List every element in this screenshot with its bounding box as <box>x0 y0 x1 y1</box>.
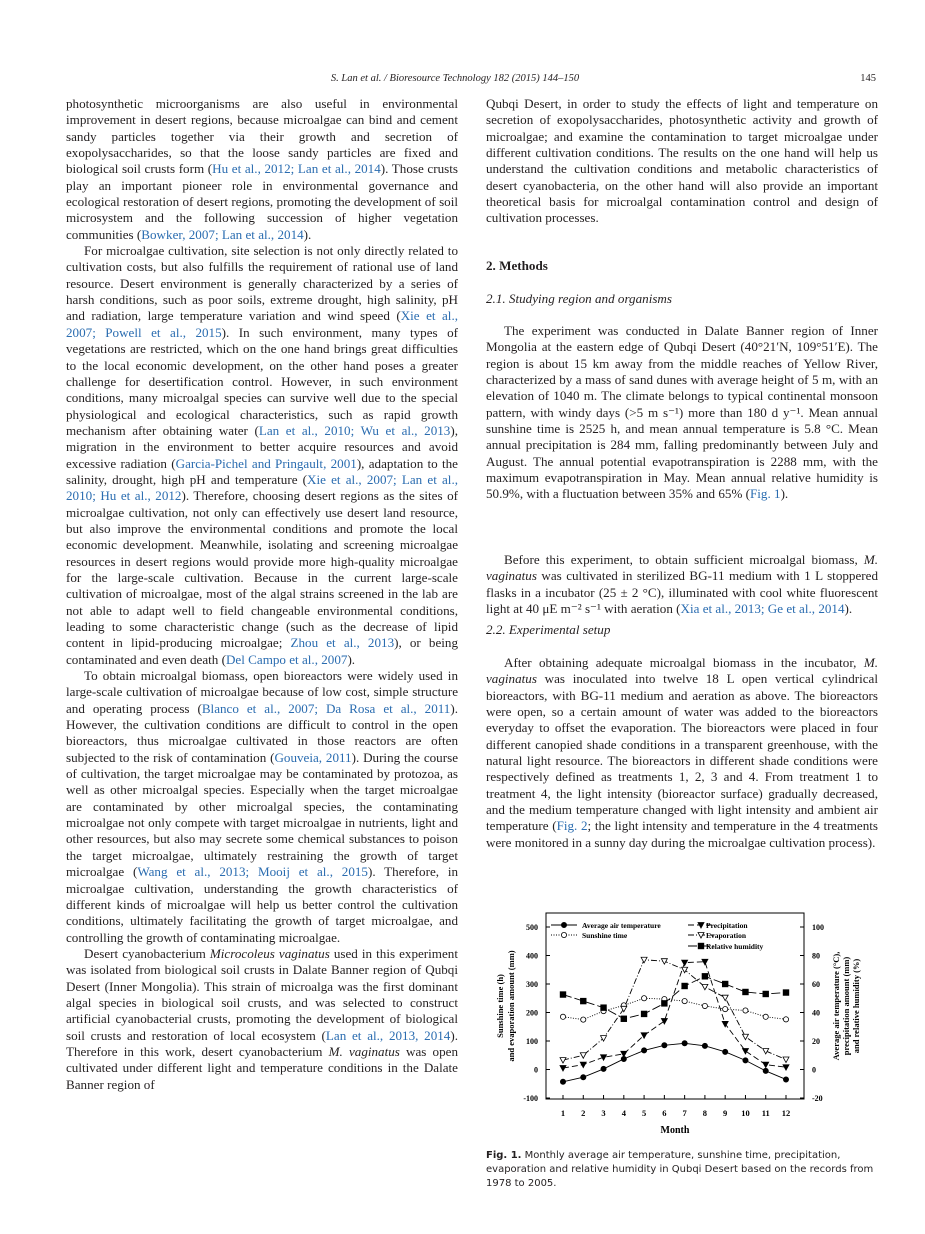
average-air-temperature-point <box>783 1077 788 1082</box>
text-run: ). However, the cultivation conditions are difficult to control in the open bioreactors, thus microalgae cultivated in those reactors are often subjected to the risk of contamination ( <box>66 700 458 765</box>
x-tick-label: 9 <box>723 1108 728 1118</box>
relative-humidity-point <box>783 990 788 995</box>
citation-link[interactable]: Zhou et al., 2013 <box>290 635 395 651</box>
text-run: was inoculated into twelve 18 L open vertical cylindrical bioreactors, with BG-11 medium and aeration as above. The bioreactors were open, so a certain amount of water was added to the bioreactors everyday to offset the evaporation. The bioreactors were placed in four different canopied shade conditions in a transparent greenhouse, with the natural light resource. The bioreactors in different shade conditions were respectively defined as treatments 1, 2, 3 and 4. From treatment 1 to treatment 4, the light intensity (bioreactor surface) gradually decreased, and the medium temperature changed with light intensity and ambient air temperature ( <box>486 671 878 834</box>
sunshine-time-point <box>560 1014 565 1019</box>
subsection-heading: 2.2. Experimental setup <box>486 622 611 637</box>
evaporation-line <box>563 960 786 1060</box>
y-right-tick-label: 0 <box>812 1065 816 1075</box>
x-tick-label: 7 <box>682 1108 687 1118</box>
y-tick-label: -100 <box>523 1094 538 1103</box>
x-tick-label: 12 <box>781 1108 791 1118</box>
evaporation-point <box>702 984 708 990</box>
y-right-axis-title-line: precipitation amount (mm) <box>841 956 851 1056</box>
body-paragraph <box>66 946 458 1093</box>
y-tick-label: 300 <box>526 980 538 989</box>
text-run: ). During the course of cultivation, the target microalgae may be contaminated by protozoa, as well as other microalgal species. Especially when the target microalgae are contaminated by other microalgal species, the contaminating microalgae not only compete with target microalgae in nutrients, light and other resources, but also may secrete some chemical substances to poison the target microalgae, ultimately restraining the growth of target microalgae ( <box>66 749 459 880</box>
citation-link[interactable]: Blanco et al., 2007; Da Rosa et al., 2011 <box>201 700 451 716</box>
legend-evaporation-label: Evaporation <box>706 931 747 940</box>
x-tick-label: 5 <box>641 1108 647 1118</box>
precipitation-line <box>563 962 786 1068</box>
evaporation-point <box>763 1048 769 1054</box>
sunshine-time-point <box>702 1003 707 1008</box>
x-axis-title: Month <box>660 1125 690 1136</box>
figure-caption <box>486 1149 878 1191</box>
y-tick-label: 200 <box>526 1008 538 1018</box>
legend-sunshine-time-marker <box>561 932 566 937</box>
citation-link[interactable]: Gouveia, 2011 <box>274 749 352 765</box>
legend-sunshine-time-label: Sunshine time <box>582 931 628 940</box>
left-column <box>66 96 458 1093</box>
text-run: ). <box>844 601 853 617</box>
setup-paragraph <box>486 655 878 851</box>
citation-link[interactable]: Del Campo et al., 2007 <box>225 651 348 667</box>
text-run: was cultivated in sterilized BG-11 medium with 1 L stoppered flasks in a incubator (25 ± 2 °C), illuminated with cool white fluorescent light at 40 μE m⁻² s⁻¹ with aeration ( <box>486 568 878 617</box>
average-air-temperature-point <box>682 1041 687 1046</box>
sunshine-time-point <box>783 1017 788 1022</box>
precipitation-point <box>621 1051 627 1057</box>
relative-humidity-point <box>581 998 586 1003</box>
citation-link[interactable]: Garcia-Pichel and Pringault, 2001 <box>175 455 357 471</box>
text-run: ). <box>780 486 789 502</box>
text-run: For microalgae cultivation, site selection is not only directly related to cultivation costs, but also fulfills the requirement of rational use of land resource. Desert environment is generally characterized by a series of harsh conditions, such as poor soils, extreme drought, high salinity, pH and radiation, large temperature variation and wind speed ( <box>66 243 458 324</box>
italic-text: M. vaginatus <box>486 552 878 584</box>
average-air-temperature-point <box>662 1043 667 1048</box>
average-air-temperature-line <box>563 1043 786 1081</box>
y-right-axis-title-line: and relative humidity (%) <box>851 958 861 1054</box>
italic-text: Microcoleus vaginatus <box>209 945 330 961</box>
sunshine-time-point <box>641 996 646 1001</box>
running-header: S. Lan et al. / Bioresource Technology 182 (2015) 144–150 <box>330 73 580 84</box>
y-axis-title-line: Sunshine time (h) <box>495 974 505 1038</box>
citation-link[interactable]: Fig. 2 <box>556 818 588 834</box>
citation-link[interactable]: Xie et al., 2007; Powell et al., 2015 <box>66 308 458 340</box>
citation-link[interactable]: Hu et al., 2012; Lan et al., 2014 <box>212 161 381 177</box>
text-run: To obtain microalgal biomass, open bioreactors were widely used in large-scale cultivation of microalgae because of low cost, simple structure and operating process ( <box>66 668 458 716</box>
average-air-temperature-point <box>723 1049 728 1054</box>
precipitation-point <box>682 960 688 966</box>
precipitation-point <box>641 1033 647 1039</box>
italic-text: M. vaginatus <box>486 655 878 687</box>
body-paragraph <box>66 243 458 668</box>
sunshine-time-line <box>563 998 786 1019</box>
precipitation-point <box>560 1066 566 1072</box>
evaporation-point <box>580 1053 586 1059</box>
text-run: ), migration in the environment to better acquire resources and avoid excessive radiation ( <box>66 422 458 471</box>
legend-precipitation-label: Precipitation <box>706 921 748 930</box>
relative-humidity-point <box>722 981 727 986</box>
figure-label: Fig. 1. <box>486 1150 522 1161</box>
text-run: ). Therefore, in microalgae cultivation, understanding the growth characteristics of different kinds of microalgae will help us better control the cultivation conditions, ultimately facilitating the growth of target microalgae, and controlling the growth of contaminating microalgae. <box>66 864 459 945</box>
body-paragraph <box>486 552 878 617</box>
average-air-temperature-point <box>702 1043 707 1048</box>
y-tick-label: 100 <box>526 1037 538 1046</box>
legend-average-air-temperature-marker <box>561 922 566 927</box>
x-tick-label: 4 <box>621 1108 626 1118</box>
average-air-temperature-point <box>560 1079 565 1084</box>
body-paragraph <box>486 323 878 503</box>
text-run: ). Therefore in this work, desert cyanobacterium <box>66 1027 458 1059</box>
y-right-tick-label: 40 <box>812 1008 820 1018</box>
average-air-temperature-point <box>763 1068 768 1073</box>
relative-humidity-point <box>560 992 565 997</box>
average-air-temperature-point <box>601 1066 606 1071</box>
body-paragraph <box>486 96 878 227</box>
region-paragraph <box>486 323 878 503</box>
text-run: ), adaptation to the salinity, drought, high pH and temperature ( <box>66 455 458 487</box>
citation-link[interactable]: Wang et al., 2013; Mooij et al., 2015 <box>137 864 368 880</box>
precipitation-point <box>742 1048 748 1054</box>
x-tick-label: 6 <box>662 1108 667 1118</box>
x-tick-label: 2 <box>581 1108 586 1118</box>
citation-link[interactable]: Xia et al., 2013; Ge et al., 2014 <box>680 601 845 617</box>
relative-humidity-point <box>702 974 707 979</box>
relative-humidity-point <box>601 1005 606 1010</box>
x-tick-label: 11 <box>761 1108 770 1118</box>
precipitation-point <box>601 1055 607 1061</box>
relative-humidity-point <box>682 983 687 988</box>
text-run: ). In such environment, many types of vegetations are restricted, which on the one hand brings great difficulties to the local economic development, on the other hand poses a greater challenge for desertification control. However, in such environment conditions, many microalgal species can survive well due to the special physiological and ecological characteristics, such as rapid growth mechanism after obtaining water ( <box>66 324 458 438</box>
text-run: Qubqi Desert, in order to study the effects of light and temperature on secretion of exopolysaccharides, photosynthetic activity and growth of microalgae; and examine the contamination to target microalgae under different cultivation conditions. The results on the one hand will help us understand the cultivation conditions and metabolic characteristics of desert cyanobacteria, on the other hand will also provide an important theoretical basis for microalgal contamination control and design of cultivation processes. <box>486 96 878 226</box>
precipitation-point <box>661 1019 667 1025</box>
caption-text: Monthly average air temperature, sunshine time, precipitation, evaporation and relative humidity in Qubqi Desert based on the records from 1978 to 2005. <box>486 1150 874 1189</box>
figure-1-chart <box>480 905 880 1145</box>
text-run: ). Therefore, choosing desert regions as the sites of microalgae cultivation, not only can effectively use desert land resource, but also improve the environmental conditions and promote the local economic development. Meanwhile, isolating and screening microalgae resources in desert regions would provide more high-quality microalgae for the large-scale cultivation. Because in the current large-scale cultivation of microalgae, most of the algal strains screened in the lab are not able to adapt well to field changeable environmental conditions, leading to some characteristic change (such as the decrease of lipid content in lipid-producing microalgae; <box>66 488 458 651</box>
organism-paragraph <box>486 552 878 617</box>
y-right-tick-label: 80 <box>812 951 820 961</box>
text-run: photosynthetic microorganisms are also useful in environmental improvement in desert regions, because microalgae can bind and cement sandy particles together via their growth and secretion of exopolysaccharides, so that the loose sandy particles are fixed and biological soil crusts form ( <box>66 96 458 177</box>
text-run: After obtaining adequate microalgal biomass in the incubator, <box>504 655 864 670</box>
text-run: ), or being contaminated and even death ( <box>66 635 459 667</box>
precipitation-point <box>783 1065 789 1071</box>
relative-humidity-point <box>662 1001 667 1006</box>
subsection-heading: 2.1. Studying region and organisms <box>486 291 672 306</box>
x-tick-label: 8 <box>702 1108 708 1118</box>
average-air-temperature-point <box>743 1058 748 1063</box>
x-tick-label: 1 <box>560 1108 566 1118</box>
text-run: used in this experiment was isolated from biological soil crusts in Dalate Banner region of Qubqi Desert (Inner Mongolia). This strain of microalga was the first dominant algal species in biological soil crusts, and was selected to construct artificial cyanobacterial crusts, promoting the development of biological soil crusts and restoration of local ecosystem ( <box>66 945 458 1043</box>
y-axis-title-line: and evaporation amount (mm) <box>506 950 516 1062</box>
x-tick-label: 10 <box>741 1108 750 1118</box>
y-right-tick-label: 20 <box>812 1037 820 1046</box>
sunshine-time-point <box>723 1006 728 1011</box>
evaporation-point <box>722 995 728 1001</box>
page-number: 145 <box>860 73 876 84</box>
y-axis-title <box>495 950 516 1061</box>
y-right-tick-label: 60 <box>812 980 820 989</box>
intro-paragraph <box>486 96 878 227</box>
evaporation-point <box>742 1034 748 1040</box>
x-tick-label: 3 <box>601 1108 606 1118</box>
text-run: Before this experiment, to obtain sufficient microalgal biomass, <box>504 552 864 567</box>
relative-humidity-line <box>563 976 786 1018</box>
citation-link[interactable]: Xie et al., 2007; Lan et al., 2010; Hu et al., 2012 <box>66 471 458 504</box>
citation-link[interactable]: Lan et al., 2013, 2014 <box>325 1027 451 1043</box>
citation-link[interactable]: Lan et al., 2010; Wu et al., 2013 <box>258 422 451 438</box>
y-right-tick-label: -20 <box>812 1094 823 1103</box>
y-right-axis-title-line: Average air temperature (°C), <box>831 951 841 1061</box>
y-right-tick-label: 100 <box>812 923 824 932</box>
section-heading: 2. Methods <box>486 258 548 273</box>
citation-link[interactable]: Fig. 1 <box>750 486 781 502</box>
text-run: Desert cyanobacterium <box>84 945 210 961</box>
text-run: The experiment was conducted in Dalate Banner region of Inner Mongolia at the eastern edge of Qubqi Desert (40°21′N, 109°51′E). The region is about 15 km away from the middle reaches of Yellow River, characterized by a mass of sand dunes with average height of 5 m, with an elevation of 1040 m. The climate belongs to typical continental monsoon pattern, with windy days (>5 m s⁻¹) more than 180 d y⁻¹. Mean annual sunshine time is 2525 h, and mean annual temperature is 5.8 °C. Mean annual precipitation is 284 mm, falling predominantly between July and August. The annual potential evapotranspiration is 2288 mm, with the maximum evapotranspiration in May. Mean annual relative humidity is 50.9%, with a fluctuation between 35% and 65% ( <box>486 323 878 502</box>
legend-relative-humidity-marker <box>698 943 703 948</box>
evaporation-point <box>783 1057 789 1063</box>
text-run: was open cultivated under different light and temperature conditions in the Dalate Banner region of <box>66 1043 458 1092</box>
evaporation-point <box>621 1006 627 1012</box>
precipitation-point <box>763 1062 769 1068</box>
text-run: ). <box>347 651 356 667</box>
italic-text: M. vaginatus <box>328 1043 400 1059</box>
y-tick-label: 400 <box>526 951 538 961</box>
body-paragraph <box>486 655 878 851</box>
text-run: ). Those crusts play an important pioneer role in environmental governance and ecological restoration of desert regions, promoting the development of soil microsystem and the following succession of higher vegetation communities ( <box>66 161 458 242</box>
sunshine-time-point <box>743 1008 748 1013</box>
evaporation-point <box>560 1058 566 1064</box>
body-paragraph <box>66 668 458 946</box>
y-tick-label: 500 <box>526 923 538 932</box>
evaporation-point <box>641 957 647 963</box>
text-run: ; the light intensity and temperature in the 4 treatments were monitored in a sunny day during the microalgae cultivation process). <box>486 818 879 850</box>
citation-link[interactable]: Bowker, 2007; Lan et al., 2014 <box>141 226 304 242</box>
sunshine-time-point <box>581 1017 586 1022</box>
sunshine-time-point <box>763 1014 768 1019</box>
legend-relative-humidity-label: Relative humidity <box>706 942 764 951</box>
y-tick-label: 0 <box>534 1065 538 1075</box>
relative-humidity-point <box>743 989 748 994</box>
average-air-temperature-point <box>641 1048 646 1053</box>
legend-average-air-temperature-label: Average air temperature <box>582 921 661 930</box>
relative-humidity-point <box>763 991 768 996</box>
relative-humidity-point <box>621 1016 626 1021</box>
body-paragraph <box>66 96 458 243</box>
relative-humidity-point <box>641 1011 646 1016</box>
average-air-temperature-point <box>581 1075 586 1080</box>
text-run: ). <box>303 226 312 242</box>
sunshine-time-point <box>682 999 687 1004</box>
